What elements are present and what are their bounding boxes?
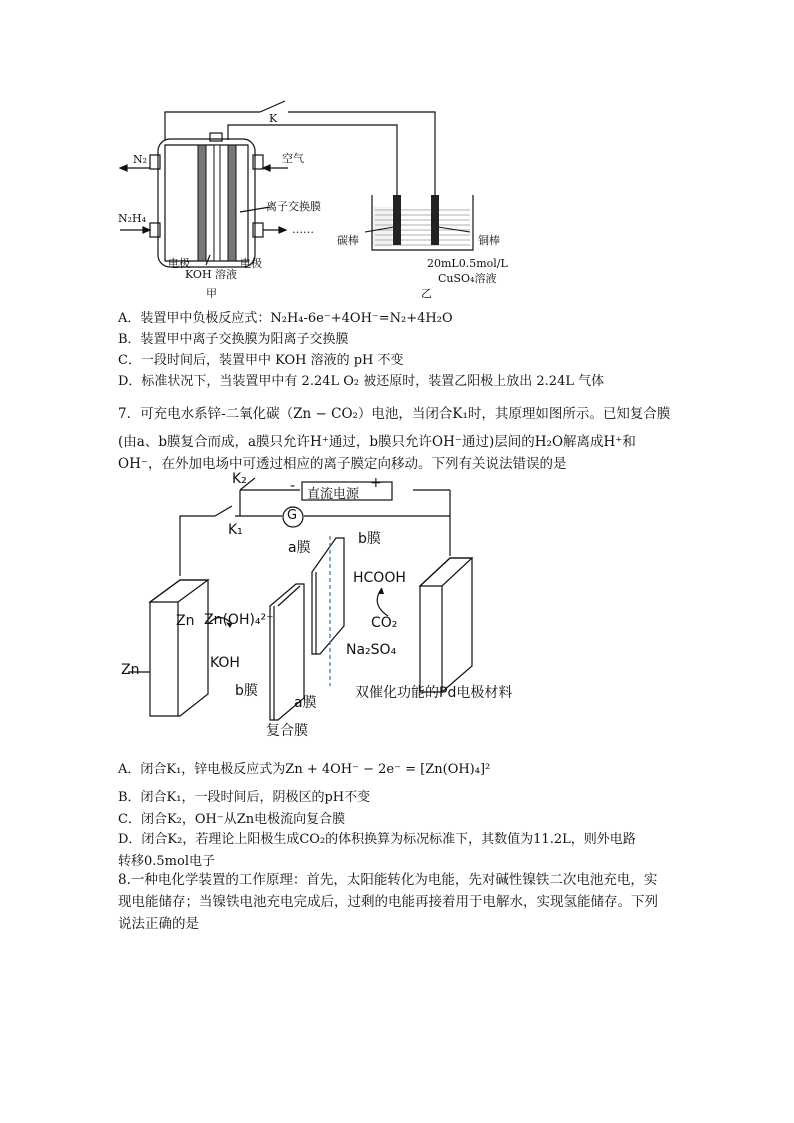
n2-label: N₂ [133,153,148,166]
dc-plus-label: + [370,475,382,491]
q7-stem-line2: (由a、b膜复合而成，a膜只允许H⁺通过，b膜只允许OH⁻通过)层间的H₂O解离成H⁺和 [118,434,636,450]
co2-label: CO₂ [371,615,398,631]
koh-solution-label: KOH 溶液 [185,268,238,281]
copper-rod-label: 铜棒 [478,234,500,247]
galvanometer-g-label: G [287,508,298,523]
q7-stem-line1: 7．可充电水系锌-二氧化碳（Zn − CO₂）电池，当闭合K₁时，其原理如图所示。已知复合膜 [118,406,671,422]
concentration-label: 20mL0.5mol/L [427,257,508,270]
q6-option-c: C．一段时间后，装置甲中 KOH 溶液的 pH 不变 [118,353,404,368]
q7-option-b: B．闭合K₁，一段时间后，阴极区的pH不变 [118,790,371,805]
na2so4-label: Na₂SO₄ [346,642,397,658]
air-label: 空气 [282,152,304,165]
q7-option-a: A．闭合K₁，锌电极反应式为Zn + 4OH⁻ − 2e⁻ = [Zn(OH)₄]² [118,762,491,777]
q8-stem-line2: 现电能储存；当镍铁电池充电完成后，过剩的电能再接着用于电解水，实现氢能储存。下列 [118,894,658,910]
carbon-rod-label: 碳棒 [337,234,359,247]
pd-electrode-label: 双催化功能的Pd电极材料 [355,685,513,701]
composite-film-label: 复合膜 [266,723,308,739]
switch-k-label: K [269,112,278,125]
q7-option-d-line1: D．闭合K₂，若理论上阳极生成CO₂的体积换算为标况标准下，其数值为11.2L，则外电路 [118,832,636,847]
a-film-bottom-label: a膜 [294,695,317,711]
electrode-left-label: 电极 [168,257,190,270]
hcooh-label: HCOOH [353,570,406,586]
q7-option-c: C．闭合K₂，OH⁻从Zn电极流向复合膜 [118,812,346,827]
zn-co2-battery-figure [120,476,560,746]
dc-source-label: 直流电源 [307,487,360,502]
electrode-right-label: 电极 [240,257,262,270]
membrane-label: 离子交换膜 [266,200,321,213]
device-jia-label: 甲 [206,287,217,300]
b-film-top-label: b膜 [358,531,381,547]
cuso4-label: CuSO₄溶液 [438,272,497,285]
q6-option-d: D．标准状况下，当装置甲中有 2.24L O₂ 被还原时，装置乙阳极上放出 2.24L 气体 [118,374,605,389]
q7-stem-line3: OH⁻，在外加电场中可透过相应的离子膜定向移动。下列有关说法错误的是 [118,456,567,472]
zn-plate-label: Zn [176,613,195,629]
a-film-top-label: a膜 [288,540,311,556]
zn-oh4-label: Zn(OH)₄²⁻ [204,612,274,628]
k2-label: K₂ [232,471,247,487]
q7-option-d-line2: 转移0.5mol电子 [118,854,215,869]
dots-label: …… [292,223,314,236]
device-yi-label: 乙 [421,287,432,300]
q6-option-b: B．装置甲中离子交换膜为阳离子交换膜 [118,332,349,347]
zn-terminal-label: Zn [121,662,140,678]
b-film-bottom-label: b膜 [235,683,258,699]
n2h4-label: N₂H₄ [118,212,147,225]
k1-label: K₁ [228,522,243,538]
koh-label: KOH [210,655,240,671]
dc-minus-label: - [290,478,296,494]
q8-stem-line3: 说法正确的是 [118,916,199,932]
q8-stem-line1: 8.一种电化学装置的工作原理：首先，太阳能转化为电能，先对碱性镍铁二次电池充电，实 [118,872,658,888]
q6-option-a: A．装置甲中负极反应式：N₂H₄-6e⁻+4OH⁻=N₂+4H₂O [118,311,453,326]
